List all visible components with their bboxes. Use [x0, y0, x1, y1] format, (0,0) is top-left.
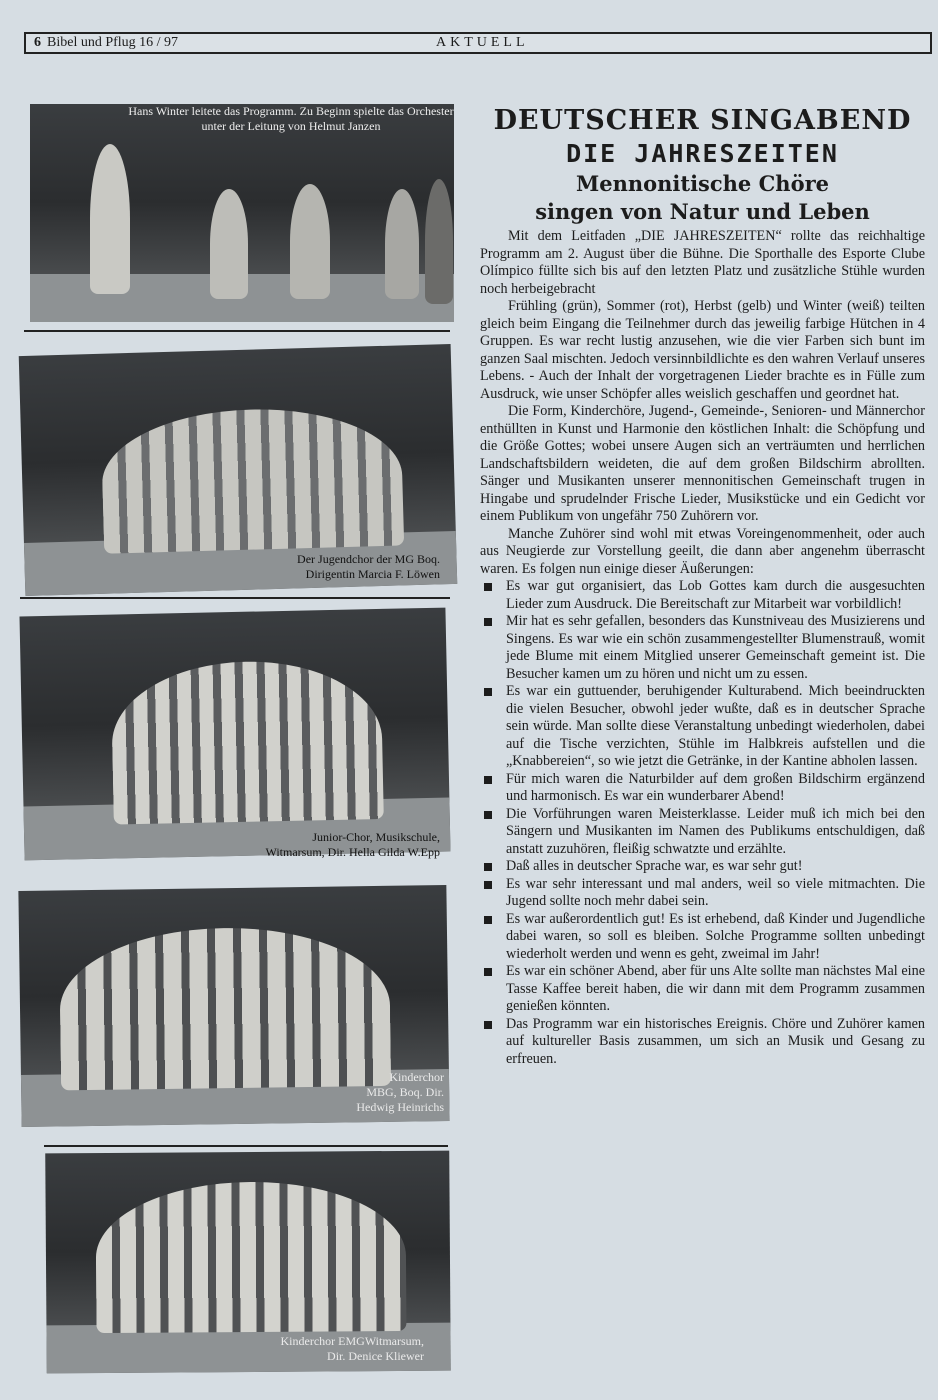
- caption-line: Kinderchor EMGWitmarsum,: [280, 1334, 424, 1348]
- list-item: Es war ein guttuender, beruhigender Kulturabend. Mich beeindruckten die vielen Besucher, obwohl jeder wußte, daß es in deutscher Sprache sein würde. Man sollte diese Veranstaltung unbedingt wiederholen, dabei auf die Tische verzichten, Stühle im Halbkreis aufstellen und die „Knabbereien“, so wie jetzt die Getränke, in der Kantine abholen lassen.: [480, 683, 925, 771]
- list-item: Es war sehr interessant und mal anders, weil so viele mitmachten. Die Jugend sollte noch mehr dabei sein.: [480, 876, 925, 911]
- section-title: AKTUELL: [436, 35, 529, 50]
- caption-line: MBG, Boq. Dir.: [366, 1085, 444, 1099]
- page-info: [34, 35, 178, 51]
- photo-junior-chor: [19, 608, 450, 861]
- page-number: 6: [34, 35, 41, 50]
- list-item: Das Programm war ein historisches Ereignis. Chöre und Zuhörer kamen auf kultureller Basis zusammen, um sich an Musik und Gesang zu erfreuen.: [480, 1016, 925, 1069]
- caption-line: Witmarsum, Dir. Hella Gilda W.Epp: [265, 845, 440, 859]
- article-body: [480, 228, 925, 1068]
- paragraph: Die Form, Kinderchöre, Jugend-, Gemeinde-, Senioren- und Männerchor enthüllten in Kunst und Harmonie den köstlichen Inhalt: die Schöpfung und die Größe Gottes; wobei unsere Augen sich an verträumten und herrlichen Landschaftsbildern weideten, die auf dem großen Bildschirm abrollten. Sänger und Musikanten unserer mennonitischen Gemeinschaft trugen in Hingabe und sprudelnder Frische Lieder, Musikstücke und ein Gedicht vor einem Publikum von ungefähr 750 Zuhörern vor.: [480, 403, 925, 524]
- list-item: Für mich waren die Naturbilder auf dem großen Bildschirm ergänzend und harmonisch. Es war ein wunderbarer Abend!: [480, 771, 925, 806]
- list-item: Die Vorführungen waren Meisterklasse. Leider muß ich mich bei den Sängern und Musikanten im Namen des Publikums entschuldigen, daß anstatt zuzuhören, fleißig schwatzte und erzählte.: [480, 806, 925, 859]
- divider: [20, 597, 450, 599]
- article: [480, 104, 925, 1068]
- paragraph: Manche Zuhörer sind wohl mit etwas Voreingenommenheit, oder auch aus Neugierde zur Vorstellung geeilt, die dann aber angenehm überrascht waren. Es folgen nun einige dieser Äußerungen:: [480, 525, 925, 577]
- photo-jugendchor-caption: [230, 552, 440, 582]
- photo-kinderchor-mbg-caption: [320, 1070, 444, 1115]
- divider: [24, 330, 450, 332]
- paragraph: Mit dem Leitfaden „DIE JAHRESZEITEN“ rollte das reichhaltige Programm am 2. August über die Bühne. Die Sporthalle des Esporte Clube Olímpico füllte sich bis auf den letzten Platz und zusätzliche Stühle wurden noch herbeigebracht: [480, 228, 925, 297]
- paragraph: Frühling (grün), Sommer (rot), Herbst (gelb) und Winter (weiß) teilten gleich beim Eingang die Teilnehmer durch das jeweilig farbige Hütchen in 4 Gruppen. Es war recht lustig anzusehen, wie die vier Farben sich bunt im ganzen Saal mischten. Jedoch versinnbildlichte es den wahren Verlauf unseres Lebens. - Auch der Inhalt der vorgetragenen Lieder brachte es in Fülle zum Ausdruck, wie unser Schöpfer alles weislich geschaffen und geordnet hat.: [480, 298, 925, 402]
- list-item: Es war ein schöner Abend, aber für uns Alte sollte man nächstes Mal eine Tasse Kaffee bereit haben, die wir dann mit dem Programm zusammen genießen könnten.: [480, 963, 925, 1016]
- article-title: DEUTSCHER SINGABEND: [493, 105, 912, 136]
- divider: [44, 1145, 448, 1147]
- caption-line: Dir. Denice Kliewer: [327, 1349, 424, 1363]
- photo-orchestra-caption: Hans Winter leitete das Programm. Zu Beginn spielte das Orchester unter der Leitung von Helmut Janzen: [128, 104, 454, 133]
- article-title-2: DIE JAHRESZEITEN: [566, 139, 839, 168]
- caption-line: Hedwig Heinrichs: [356, 1100, 444, 1114]
- photo-orchestra: [30, 104, 454, 322]
- article-subtitle-2: singen von Natur und Leben: [535, 199, 870, 224]
- caption-line: Junior-Chor, Musikschule,: [312, 830, 440, 844]
- caption-line: Kinderchor: [389, 1070, 444, 1084]
- list-item: Daß alles in deutscher Sprache war, es war sehr gut!: [480, 858, 925, 876]
- caption-line: Dirigentin Marcia F. Löwen: [305, 567, 440, 581]
- page-header: [24, 32, 932, 54]
- list-item: Es war gut organisiert, das Lob Gottes kam durch die ausgesuchten Lieder zum Ausdruck. Die Bereitschaft zur Mitarbeit war vorbildlich!: [480, 578, 925, 613]
- publication-name: Bibel und Pflug 16 / 97: [47, 35, 179, 50]
- article-subtitle: Mennonitische Chöre: [575, 171, 830, 196]
- quote-list: [480, 578, 925, 1068]
- photo-kinderchor-emg-caption: [240, 1334, 424, 1364]
- caption-line: Der Jugendchor der MG Boq.: [297, 552, 440, 566]
- list-item: Mir hat es sehr gefallen, besonders das Kunstniveau des Musizierens und Singens. Es war wie ein schön zusammengestellter Blumenstrauß, womit jede Blume mit einem Mitglied unserer Gemeinschaft gemeint ist. Die Besucher kamen um zu hören und nicht um zu essen.: [480, 613, 925, 683]
- list-item: Es war außerordentlich gut! Es ist erhebend, daß Kinder und Jugendliche dabei waren, so soll es bleiben. Solche Programme sollten unbedingt wiederholt werden und wenn es geht, zweimal im Jahr!: [480, 911, 925, 964]
- photo-junior-chor-caption: [210, 830, 440, 860]
